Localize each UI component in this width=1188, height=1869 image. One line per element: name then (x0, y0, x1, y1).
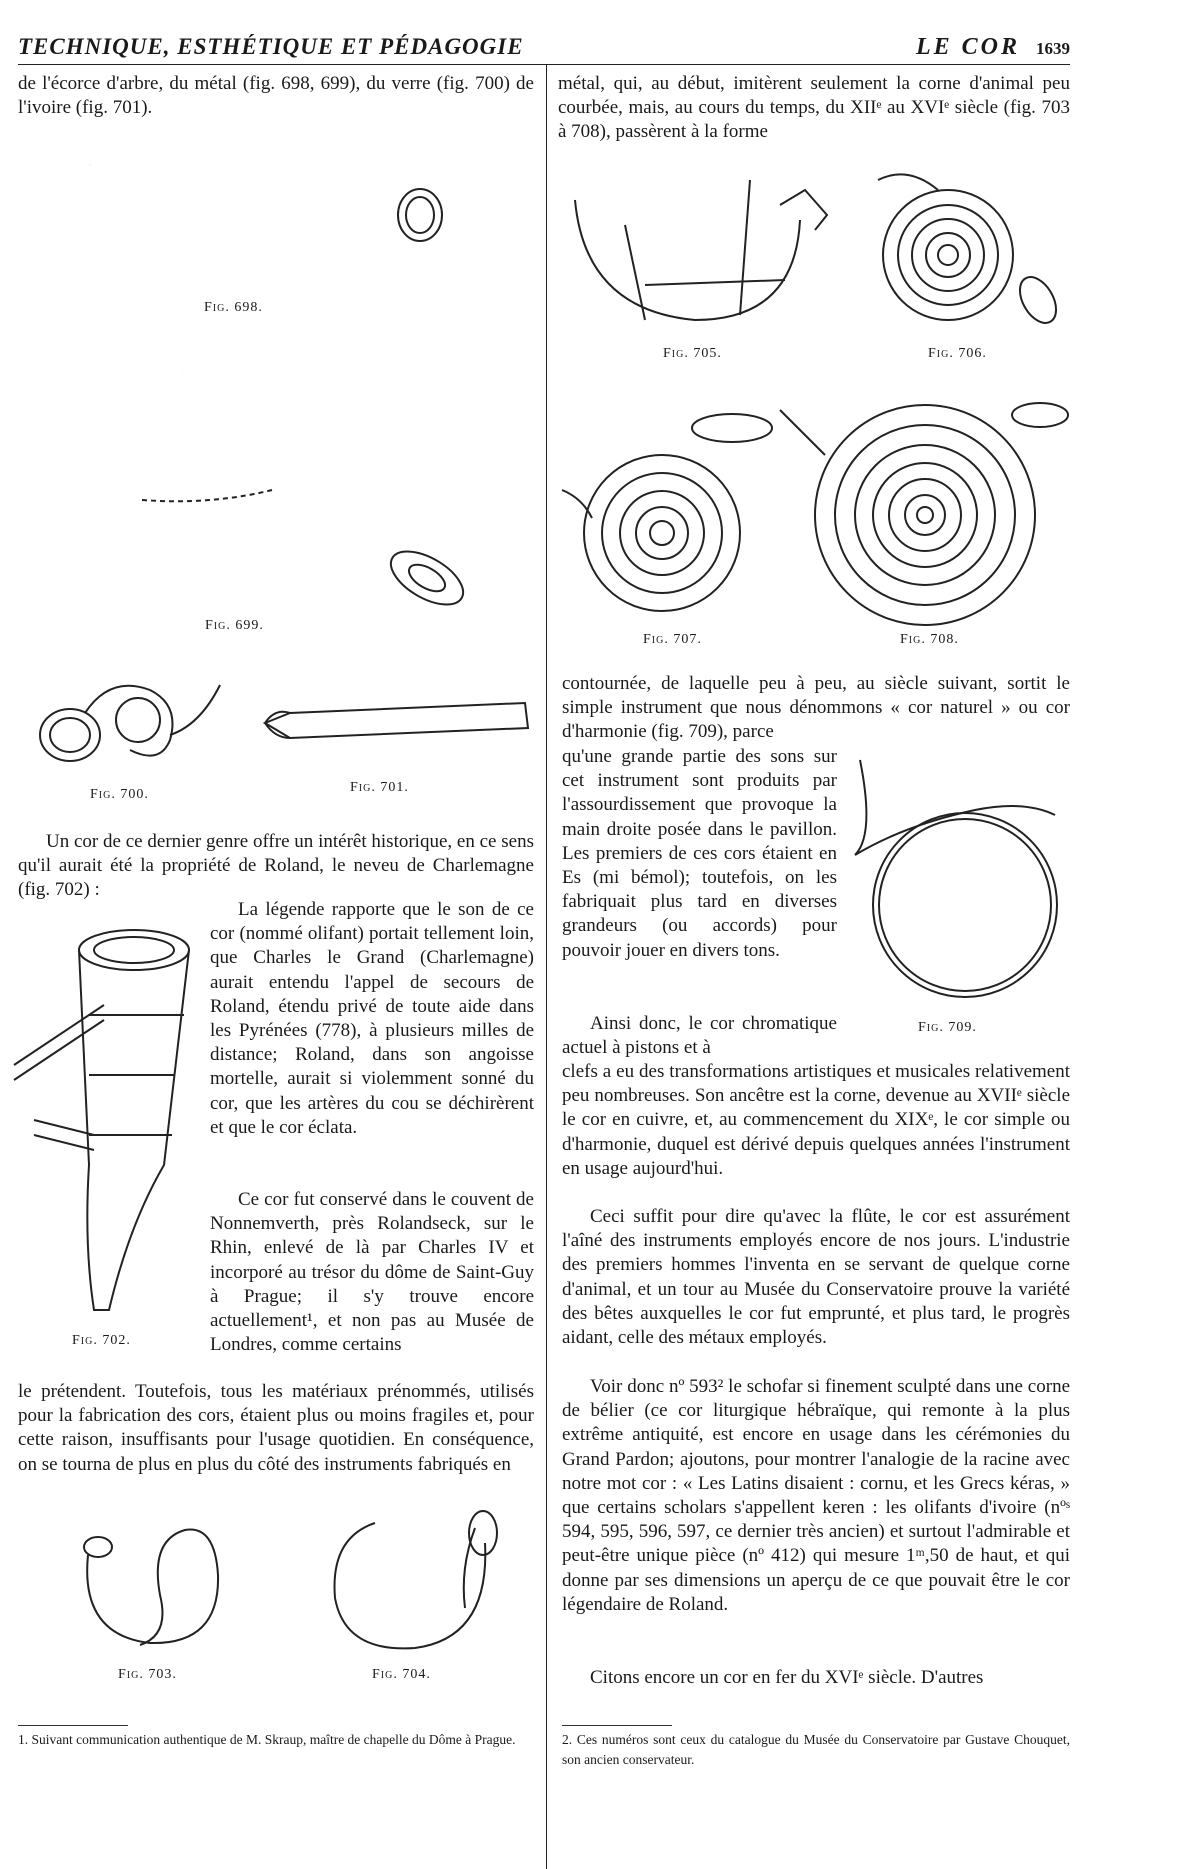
header-rule (18, 64, 1070, 65)
figure-704-horn (325, 1508, 500, 1663)
right-para4 (562, 1375, 1070, 1617)
caption-702: Fig. 702. (72, 1333, 131, 1348)
header-chapter-title: LE COR (915, 34, 1020, 60)
figure-707-horn (562, 408, 787, 618)
caption-700: Fig. 700. (90, 787, 149, 802)
caption-703: Fig. 703. (118, 1667, 177, 1682)
caption-709: Fig. 709. (918, 1020, 977, 1035)
left-para3-text: Ce cor fut conservé dans le couvent de Nonnemverth, près Rolandseck, sur le Rhin, enlevé de là par Charles IV et incorporé au trésor du dôme de Saint-Guy à Prague; il s'y trouve encore actuellement¹, et non pas au Musée de Londres, comme certains (210, 1189, 534, 1356)
figure-709-horn (855, 755, 1075, 1005)
right-para5-text: Citons encore un cor en fer du XVIᵉ siècle. D'autres (590, 1667, 984, 1688)
left-intro (18, 72, 534, 120)
right-para2-narrow (562, 1012, 837, 1060)
left-para1 (18, 830, 534, 903)
figure-706-horn (868, 165, 1068, 340)
figure-701-horn (260, 698, 530, 748)
right-para1-wide-text: contournée, de laquelle peu à peu, au siècle suivant, sortit le simple instrument que nous dénommons « cor naturel » ou cor d'harmonie (fig. 709), parce (562, 673, 1070, 743)
left-para3 (210, 1188, 534, 1357)
page-number: 1639 (1036, 39, 1070, 58)
figure-708-horn (775, 395, 1075, 625)
running-header (18, 34, 1070, 64)
column-divider (546, 64, 547, 1869)
right-para1-narrow-text: qu'une grande partie des sons sur cet instrument sont produits par l'assourdissement que provoque la main droite posée dans le pavillon. Les premiers de ces cors étaient en Es (mi bémol); toutefois, on les fabriquait plus tard en diverses grandeurs (ou accords) pour pouvoir jouer en divers tons. (562, 746, 837, 961)
footnote-left: 1. Suivant communication authentique de M. Skraup, maître de chapelle du Dôme à Prague. (18, 1732, 516, 1747)
right-para2-narrow-text: Ainsi donc, le cor chromatique actuel à pistons et à (562, 1013, 837, 1059)
caption-706: Fig. 706. (928, 346, 987, 361)
caption-704: Fig. 704. (372, 1667, 431, 1682)
caption-708: Fig. 708. (900, 632, 959, 647)
left-para3-cont (18, 1380, 534, 1477)
caption-705: Fig. 705. (663, 346, 722, 361)
right-intro (558, 72, 1070, 145)
figure-705-horn (565, 170, 835, 335)
caption-707: Fig. 707. (643, 632, 702, 647)
right-para3 (562, 1205, 1070, 1350)
header-section-title: TECHNIQUE, ESTHÉTIQUE ET PÉDAGOGIE (18, 34, 524, 59)
figure-698-horn (80, 135, 470, 285)
right-intro-text: métal, qui, au début, imitèrent seulement la corne d'animal peu courbée, mais, au cours du temps, du XIIᵉ au XVIᵉ siècle (fig. 703 à 708), passèrent à la forme (558, 73, 1070, 143)
right-para2-wide-text: clefs a eu des transformations artistiques et musicales relativement peu nombreuses. Son ancêtre est la corne, devenue au XVIIᵉ siècle le cor en cuivre, et, au commencement du XIXᵉ, le cor simple ou d'harmonie, duquel est dérivé depuis quelques années l'instrument en usage aujourd'hui. (562, 1061, 1070, 1179)
left-para2 (210, 898, 534, 1140)
right-para1-narrow (562, 745, 837, 963)
left-para2-text: La légende rapporte que le son de ce cor (nommé olifant) portait tellement loin, que Charles le Grand (Charlemagne) aurait entendu l'appel de secours de Roland, étendu privé de toute aide dans les Pyrénées (778), à plusieurs milles de distance; Roland, dans son angoisse mortelle, aurait si violemment sonné du cor, que les artères du cou se déchirèrent et que le cor éclata. (210, 899, 534, 1138)
right-para2-wide (562, 1060, 1070, 1181)
figure-703-horn (80, 1515, 230, 1655)
caption-701: Fig. 701. (350, 780, 409, 795)
figure-699-horn (32, 340, 512, 620)
figure-702-olifant (14, 925, 189, 1315)
footnote-right: 2. Ces numéros sont ceux du catalogue du Musée du Conservatoire par Gustave Chouquet, son ancien conservateur. (562, 1732, 1070, 1767)
footnote-rule-left (18, 1725, 128, 1726)
left-para1-text: Un cor de ce dernier genre offre un intérêt historique, en ce sens qu'il aurait été la propriété de Roland, le neveu de Charlemagne (fig. 702) : (18, 831, 534, 901)
right-para3-text: Ceci suffit pour dire qu'avec la flûte, le cor est assurément l'aîné des instruments employés encore de nos jours. L'industrie des premiers hommes l'inventa en se servant de quelque corne d'animal, et un tour au Musée du Conservatoire prouve la variété des bêtes auxquelles le cor fut emprunté, et plus tard, le progrès aidant, celle des métaux employés. (562, 1206, 1070, 1349)
header-right (916, 34, 1070, 61)
footnote-rule-right (562, 1725, 672, 1726)
figure-700-horn (30, 665, 230, 780)
caption-699: Fig. 699. (205, 618, 264, 633)
caption-698: Fig. 698. (204, 300, 263, 315)
right-para1-wide (562, 672, 1070, 745)
right-para4-text: Voir donc nº 593² le schofar si finement sculpté dans une corne de bélier (ce cor liturgique hébraïque, qui remonte à la plus extrême antiquité, est encore en usage dans les cérémonies du Grand Pardon; ajoutons, pour montrer l'analogie de la racine avec notre mot cor : « Les Latins disaient : cornu, et les Grecs kéras, » que certains scholars s'appellent keren : les olifants d'ivoire (nºˢ 594, 595, 596, 597, ce dernier très ancien) et surtout l'admirable et peut-être unique pièce (nº 412) qui mesure 1ᵐ,50 de haut, et qui donne par ses dimensions un aperçu de ce que pouvait être le cor légendaire de Roland. (562, 1376, 1070, 1615)
right-para5 (562, 1666, 1070, 1690)
left-para3-cont-text: le prétendent. Toutefois, tous les matériaux prénommés, utilisés pour la fabrication des cors, étaient plus ou moins fragiles et, pour cette raison, insuffisants pour l'usage quotidien. En conséquence, on se tourna de plus en plus du côté des instruments fabriqués en (18, 1381, 534, 1475)
left-intro-text: de l'écorce d'arbre, du métal (fig. 698, 699), du verre (fig. 700) de l'ivoire (fig. 701). (18, 73, 534, 119)
